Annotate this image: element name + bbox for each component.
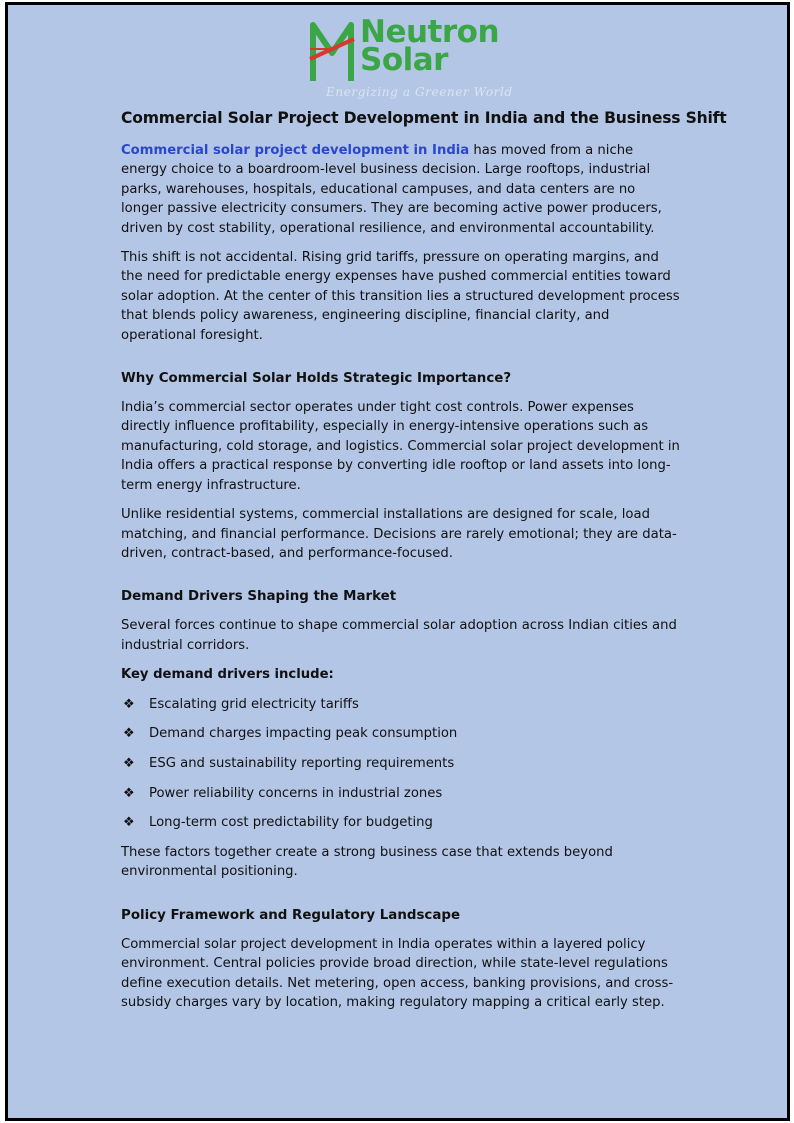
demand-paragraph-1: Several forces continue to shape commercial solar adoption across Indian cities and industrial corridors. bbox=[121, 618, 677, 653]
diamond-bullet-icon: ❖ bbox=[123, 785, 135, 801]
document-page bbox=[5, 2, 790, 1121]
list-item: ❖ Power reliability concerns in industrial zones bbox=[121, 784, 681, 803]
demand-drivers-list bbox=[121, 695, 681, 833]
list-item: ❖ Long-term cost predictability for budgeting bbox=[121, 813, 681, 832]
strategic-paragraph-2: Unlike residential systems, commercial installations are designed for scale, load matching, and financial performance. Decisions are rarely emotional; they are data-driven, contract-based, and performance-focused. bbox=[121, 507, 677, 561]
section-heading-policy: Policy Framework and Regulatory Landscape bbox=[121, 907, 461, 923]
section-heading-demand-drivers: Demand Drivers Shaping the Market bbox=[121, 589, 397, 605]
diamond-bullet-icon: ❖ bbox=[123, 696, 135, 712]
article-body bbox=[121, 106, 727, 1022]
list-item: ❖ Escalating grid electricity tariffs bbox=[121, 695, 681, 714]
demand-paragraph-2: These factors together create a strong business case that extends beyond environmental positioning. bbox=[121, 845, 613, 880]
diamond-bullet-icon: ❖ bbox=[123, 755, 135, 771]
strategic-paragraph-1: India’s commercial sector operates under tight cost controls. Power expenses directly influence profitability, especially in energy-intensive operations such as manufacturing, cold storage, and logistics. Commercial solar project development in India offers a practical response by converting idle rooftop or land assets into long-term energy infrastructure. bbox=[121, 400, 680, 493]
intro-paragraph-2: This shift is not accidental. Rising grid tariffs, pressure on operating margins, and the need for predictable energy expenses have pushed commercial entities toward solar adoption. At the center of this transition lies a structured development process that blends policy awareness, engineering discipline, financial clarity, and operational foresight. bbox=[121, 250, 680, 343]
policy-paragraph-1: Commercial solar project development in India operates within a layered policy environment. Central policies provide broad direction, while state-level regulations define execution details. Net metering, open access, banking provisions, and cross-subsidy charges vary by location, making regulatory mapping a critical early step. bbox=[121, 936, 674, 1011]
intro-paragraph-1 bbox=[121, 141, 681, 238]
demand-subheading: Key demand drivers include: bbox=[121, 667, 334, 683]
brand-name-line1: Neutron bbox=[360, 14, 500, 50]
diamond-bullet-icon: ❖ bbox=[123, 815, 135, 831]
brand-logo bbox=[304, 14, 514, 101]
neutron-solar-logo-icon bbox=[308, 19, 358, 85]
list-item: ❖ Demand charges impacting peak consumption bbox=[121, 724, 681, 743]
brand-tagline: Energizing a Greener World bbox=[326, 85, 513, 99]
diamond-bullet-icon: ❖ bbox=[123, 726, 135, 742]
article-link[interactable]: Commercial solar project development in India bbox=[121, 143, 470, 158]
brand-name-line2: Solar bbox=[360, 42, 448, 78]
list-item: ❖ ESG and sustainability reporting requirements bbox=[121, 754, 681, 773]
section-heading-strategic-importance: Why Commercial Solar Holds Strategic Importance? bbox=[121, 371, 512, 387]
intro-paragraph-1-text: has moved from a niche energy choice to a boardroom-level business decision. Large rooftops, industrial parks, warehouses, hospitals, educational campuses, and data centers are no longer passive electricity consumers. They are becoming active power producers, driven by cost stability, operational resilience, and environmental accountability. bbox=[121, 143, 662, 236]
article-title: Commercial Solar Project Development in India and the Business Shift bbox=[121, 109, 727, 127]
